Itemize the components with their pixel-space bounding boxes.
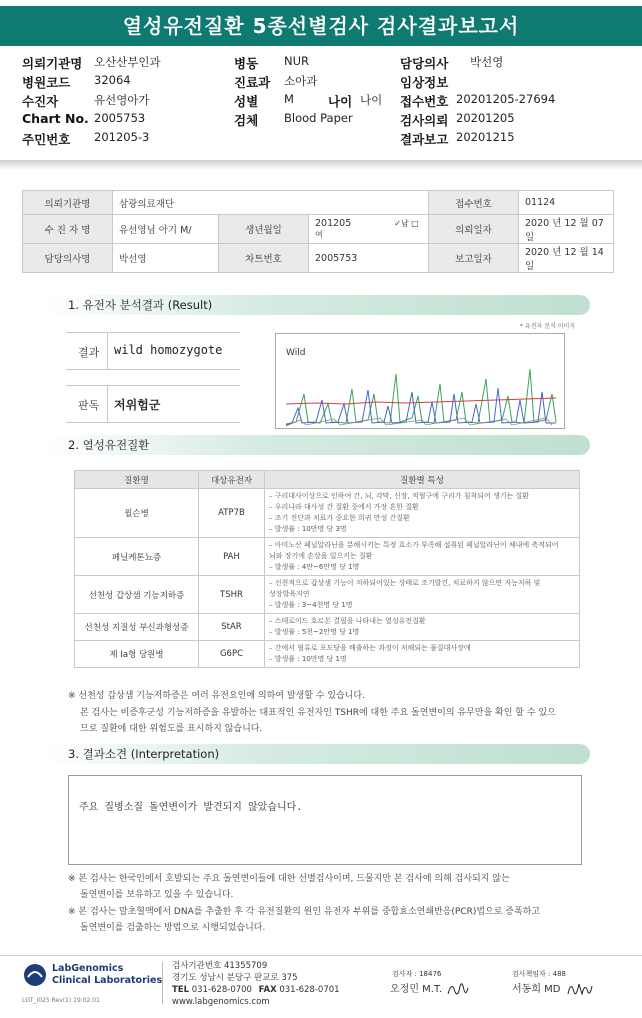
image-note: * 유전자 분석 이미지 bbox=[520, 323, 576, 330]
age-label: 나이 bbox=[328, 94, 353, 109]
disease-features bbox=[265, 614, 580, 641]
feature-line: – 발생률 : 4만~6만명 당 1명 bbox=[269, 563, 360, 571]
footnote-line: ※ 본 검사는 한국인에서 호발되는 주요 돌연변이들에 대한 선별검사이며, 드물지만 본 검사에 의해 검사되지 않는 bbox=[68, 874, 510, 884]
labgenomics-logo-icon bbox=[22, 962, 48, 988]
header-label: 임상정보 bbox=[400, 75, 449, 90]
birthdate-value: 201205 bbox=[315, 218, 352, 229]
lab-reg-number: 검사기관번호 41355709 bbox=[172, 961, 268, 971]
disease-gene: G6PC bbox=[199, 641, 265, 668]
header-value: 20201215 bbox=[456, 130, 515, 144]
col-header: 질환명 bbox=[75, 471, 199, 489]
header-value: 오산산부인과 bbox=[94, 55, 161, 69]
fax-value: 031-628-0701 bbox=[279, 985, 340, 995]
tel-label: TEL bbox=[172, 985, 190, 995]
header-label: 진료과 bbox=[234, 75, 271, 90]
note-line: 므로 질환에 대한 위험도를 표시하지 않습니다. bbox=[80, 724, 263, 734]
lab-address: 경기도 성남시 분당구 판교로 375 bbox=[172, 973, 298, 983]
tel-value: 031-628-0700 bbox=[191, 985, 252, 995]
interpretation-text: 주요 질병소질 돌연변이가 발견되지 않았습니다. bbox=[79, 802, 303, 813]
header-value: 2005753 bbox=[94, 111, 146, 125]
footnote-line: 돌연변이를 보유하고 있을 수 있습니다. bbox=[80, 890, 234, 900]
footnote-line: ※ 본 검사는 말초혈액에서 DNA를 추출한 후 각 유전질환의 원인 유전자 부위를 중합효소연쇄반응(PCR)법으로 증폭하고 bbox=[68, 907, 541, 917]
patient-info-table bbox=[22, 190, 614, 273]
header-divider bbox=[0, 160, 642, 170]
lab-name: LabGenomics bbox=[52, 963, 124, 974]
judge-label: 판독 bbox=[78, 399, 100, 412]
header-label: 의뢰기관명 bbox=[22, 56, 83, 71]
header-value: M bbox=[284, 92, 294, 106]
manager-label: 검사책임자 : 488 bbox=[512, 970, 566, 978]
feature-line: – 우리나라 대사성 간 질환 중에서 가장 흔한 질환 bbox=[269, 503, 419, 511]
info-key: 접수번호 bbox=[429, 191, 519, 215]
info-key: 의뢰일자 bbox=[429, 215, 519, 244]
table-row bbox=[75, 614, 580, 641]
chromatogram-graphic bbox=[276, 334, 564, 428]
disease-features bbox=[265, 576, 580, 614]
disease-gene: TSHR bbox=[199, 576, 265, 614]
header-value: 32064 bbox=[94, 73, 131, 87]
table-row bbox=[75, 641, 580, 668]
judge-value: 저위험군 bbox=[114, 398, 161, 412]
trace-red bbox=[286, 398, 556, 404]
report-header bbox=[22, 54, 622, 149]
header-value: 20201205 bbox=[456, 111, 515, 125]
disease-features bbox=[265, 538, 580, 576]
disease-gene: StAR bbox=[199, 614, 265, 641]
feature-line: – 발생률 : 5천~2만명 당 1명 bbox=[269, 628, 360, 636]
interpretation-box bbox=[68, 775, 582, 865]
info-value: 2005753 bbox=[309, 244, 429, 273]
feature-line: – 구리대사이상으로 인하여 간, 뇌, 각막, 신장, 적혈구에 구리가 침착되어 생기는 질환 bbox=[269, 492, 530, 500]
feature-line: – 조기 진단과 치료가 중요한 희귀 만성 간질환 bbox=[269, 514, 410, 522]
footer-separator bbox=[162, 962, 163, 1004]
info-key: 보고일자 bbox=[429, 244, 519, 273]
header-value: 소아과 bbox=[284, 74, 318, 88]
sex-checkbox: ✓남 □여 bbox=[315, 219, 419, 239]
col-header: 질환별 특성 bbox=[265, 471, 580, 489]
header-label: 담당의사 bbox=[400, 56, 449, 71]
info-key: 차트번호 bbox=[219, 244, 309, 273]
footer-divider bbox=[0, 955, 642, 956]
header-label: 검사의뢰 bbox=[400, 113, 449, 128]
header-value: 박선영 bbox=[470, 55, 504, 69]
feature-line: – 발생률 : 10만명 당 3명 bbox=[269, 525, 347, 533]
table-row bbox=[75, 489, 580, 538]
col-header: 대상유전자 bbox=[199, 471, 265, 489]
feature-line: 성장발육지연 bbox=[269, 590, 310, 598]
lab-website: www.labgenomics.com bbox=[172, 997, 270, 1007]
disease-features bbox=[265, 489, 580, 538]
note-line: 본 검사는 비증후군성 기능저하증을 유발하는 대표적인 유전자인 TSHR에 대한 주요 돌연변이의 유무만을 확인 할 수 있으 bbox=[80, 708, 556, 718]
fax-label: FAX bbox=[258, 985, 277, 995]
info-value: 01124 bbox=[519, 191, 614, 215]
info-value: 2020 년 12 월 14 일 bbox=[519, 244, 614, 273]
header-label: 병원코드 bbox=[22, 75, 71, 90]
section-disease-title: 2. 열성유전질환 bbox=[44, 435, 590, 455]
feature-line: – 아미노산 페닐알라닌을 분해시키는 특정 효소가 부족해 섭취된 페닐알라닌이 체내에 축적되어 bbox=[269, 541, 559, 549]
info-value: 박선영 bbox=[113, 244, 219, 273]
result-value: wild homozygote bbox=[114, 343, 223, 357]
disease-gene: ATP7B bbox=[199, 489, 265, 538]
chart-wild-label: Wild bbox=[286, 348, 306, 358]
trace-green bbox=[286, 369, 556, 424]
header-value: 유선영아가 bbox=[94, 93, 150, 107]
header-label: 결과보고 bbox=[400, 132, 449, 147]
header-value: 20201205-27694 bbox=[456, 92, 556, 106]
header-value: NUR bbox=[284, 54, 310, 68]
header-label: 주민번호 bbox=[22, 132, 71, 147]
header-label: 검체 bbox=[234, 113, 259, 128]
info-value: 삼광의료재단 bbox=[113, 191, 429, 215]
footnote-line: 돌연변이를 검출하는 방법으로 시행되었습니다. bbox=[80, 923, 266, 933]
section-interpretation-title: 3. 결과소견 (Interpretation) bbox=[44, 744, 590, 764]
info-key: 수 진 자 명 bbox=[23, 215, 113, 244]
report-title: 열성유전질환 5종선별검사 검사결과보고서 bbox=[0, 6, 642, 46]
feature-line: 뇌와 장기에 손상을 일으키는 질환 bbox=[269, 552, 373, 560]
info-key: 의뢰기관명 bbox=[23, 191, 113, 215]
age-value: 나이 bbox=[360, 93, 383, 107]
info-value: 2020 년 12 월 07 일 bbox=[519, 215, 614, 244]
disease-name: 페닐케톤뇨증 bbox=[75, 538, 199, 576]
info-key: 생년월일 bbox=[219, 215, 309, 244]
feature-line: – 간에서 혈류로 포도당을 배출하는 과정이 저해되는 물질대사장애 bbox=[269, 644, 471, 652]
table-row bbox=[75, 538, 580, 576]
info-value: 유선영님 아기 M/ bbox=[113, 215, 219, 244]
disease-name: 윌슨병 bbox=[75, 489, 199, 538]
table-row bbox=[75, 576, 580, 614]
note-line: ※ 선천성 갑상샘 기능저하증은 여러 유전요인에 의하여 발생할 수 있습니다. bbox=[68, 691, 365, 701]
disease-features bbox=[265, 641, 580, 668]
lab-contact bbox=[172, 985, 340, 996]
sequencing-image bbox=[275, 333, 565, 429]
disease-table bbox=[74, 470, 580, 668]
tester-name: 오정민 M.T. bbox=[390, 984, 443, 995]
disease-gene: PAH bbox=[199, 538, 265, 576]
section-result-title: 1. 유전자 분석결과 (Result) bbox=[44, 295, 590, 315]
result-label: 결과 bbox=[78, 346, 100, 359]
header-value: Blood Paper bbox=[284, 111, 353, 125]
feature-line: – 발생률 : 10만명 당 1명 bbox=[269, 655, 347, 663]
header-label: Chart No. bbox=[22, 111, 89, 126]
info-value bbox=[309, 215, 429, 244]
tester-label: 검사자 : 18476 bbox=[392, 970, 442, 978]
form-code: LGT_I025 Rev(1) 19.02.01 bbox=[22, 997, 100, 1004]
header-label: 수진자 bbox=[22, 94, 59, 109]
feature-line: – 발생률 : 3~4천명 당 1명 bbox=[269, 601, 353, 609]
manager-signature bbox=[566, 976, 594, 1000]
header-label: 병동 bbox=[234, 56, 259, 71]
disease-name: 선천성 갑상샘 기능저하증 bbox=[75, 576, 199, 614]
feature-line: – 선천적으로 갑상샘 기능이 저하되어있는 상태로 조기발견, 치료하지 않으면 지능저하 및 bbox=[269, 579, 541, 587]
header-label: 접수번호 bbox=[400, 94, 449, 109]
tester-signature bbox=[446, 978, 470, 1000]
header-value: 201205-3 bbox=[94, 130, 150, 144]
feature-line: – 스테로이드 호르몬 결핍을 나타내는 열성유전질환 bbox=[269, 617, 426, 625]
lab-subname: Clinical Laboratories bbox=[52, 975, 163, 986]
info-key: 담당의사명 bbox=[23, 244, 113, 273]
disease-name: 선천성 지질성 부신과형성증 bbox=[75, 614, 199, 641]
manager-name: 서동희 MD bbox=[512, 984, 561, 995]
header-label: 성별 bbox=[234, 94, 259, 109]
disease-name: 제 Ia형 당원병 bbox=[75, 641, 199, 668]
